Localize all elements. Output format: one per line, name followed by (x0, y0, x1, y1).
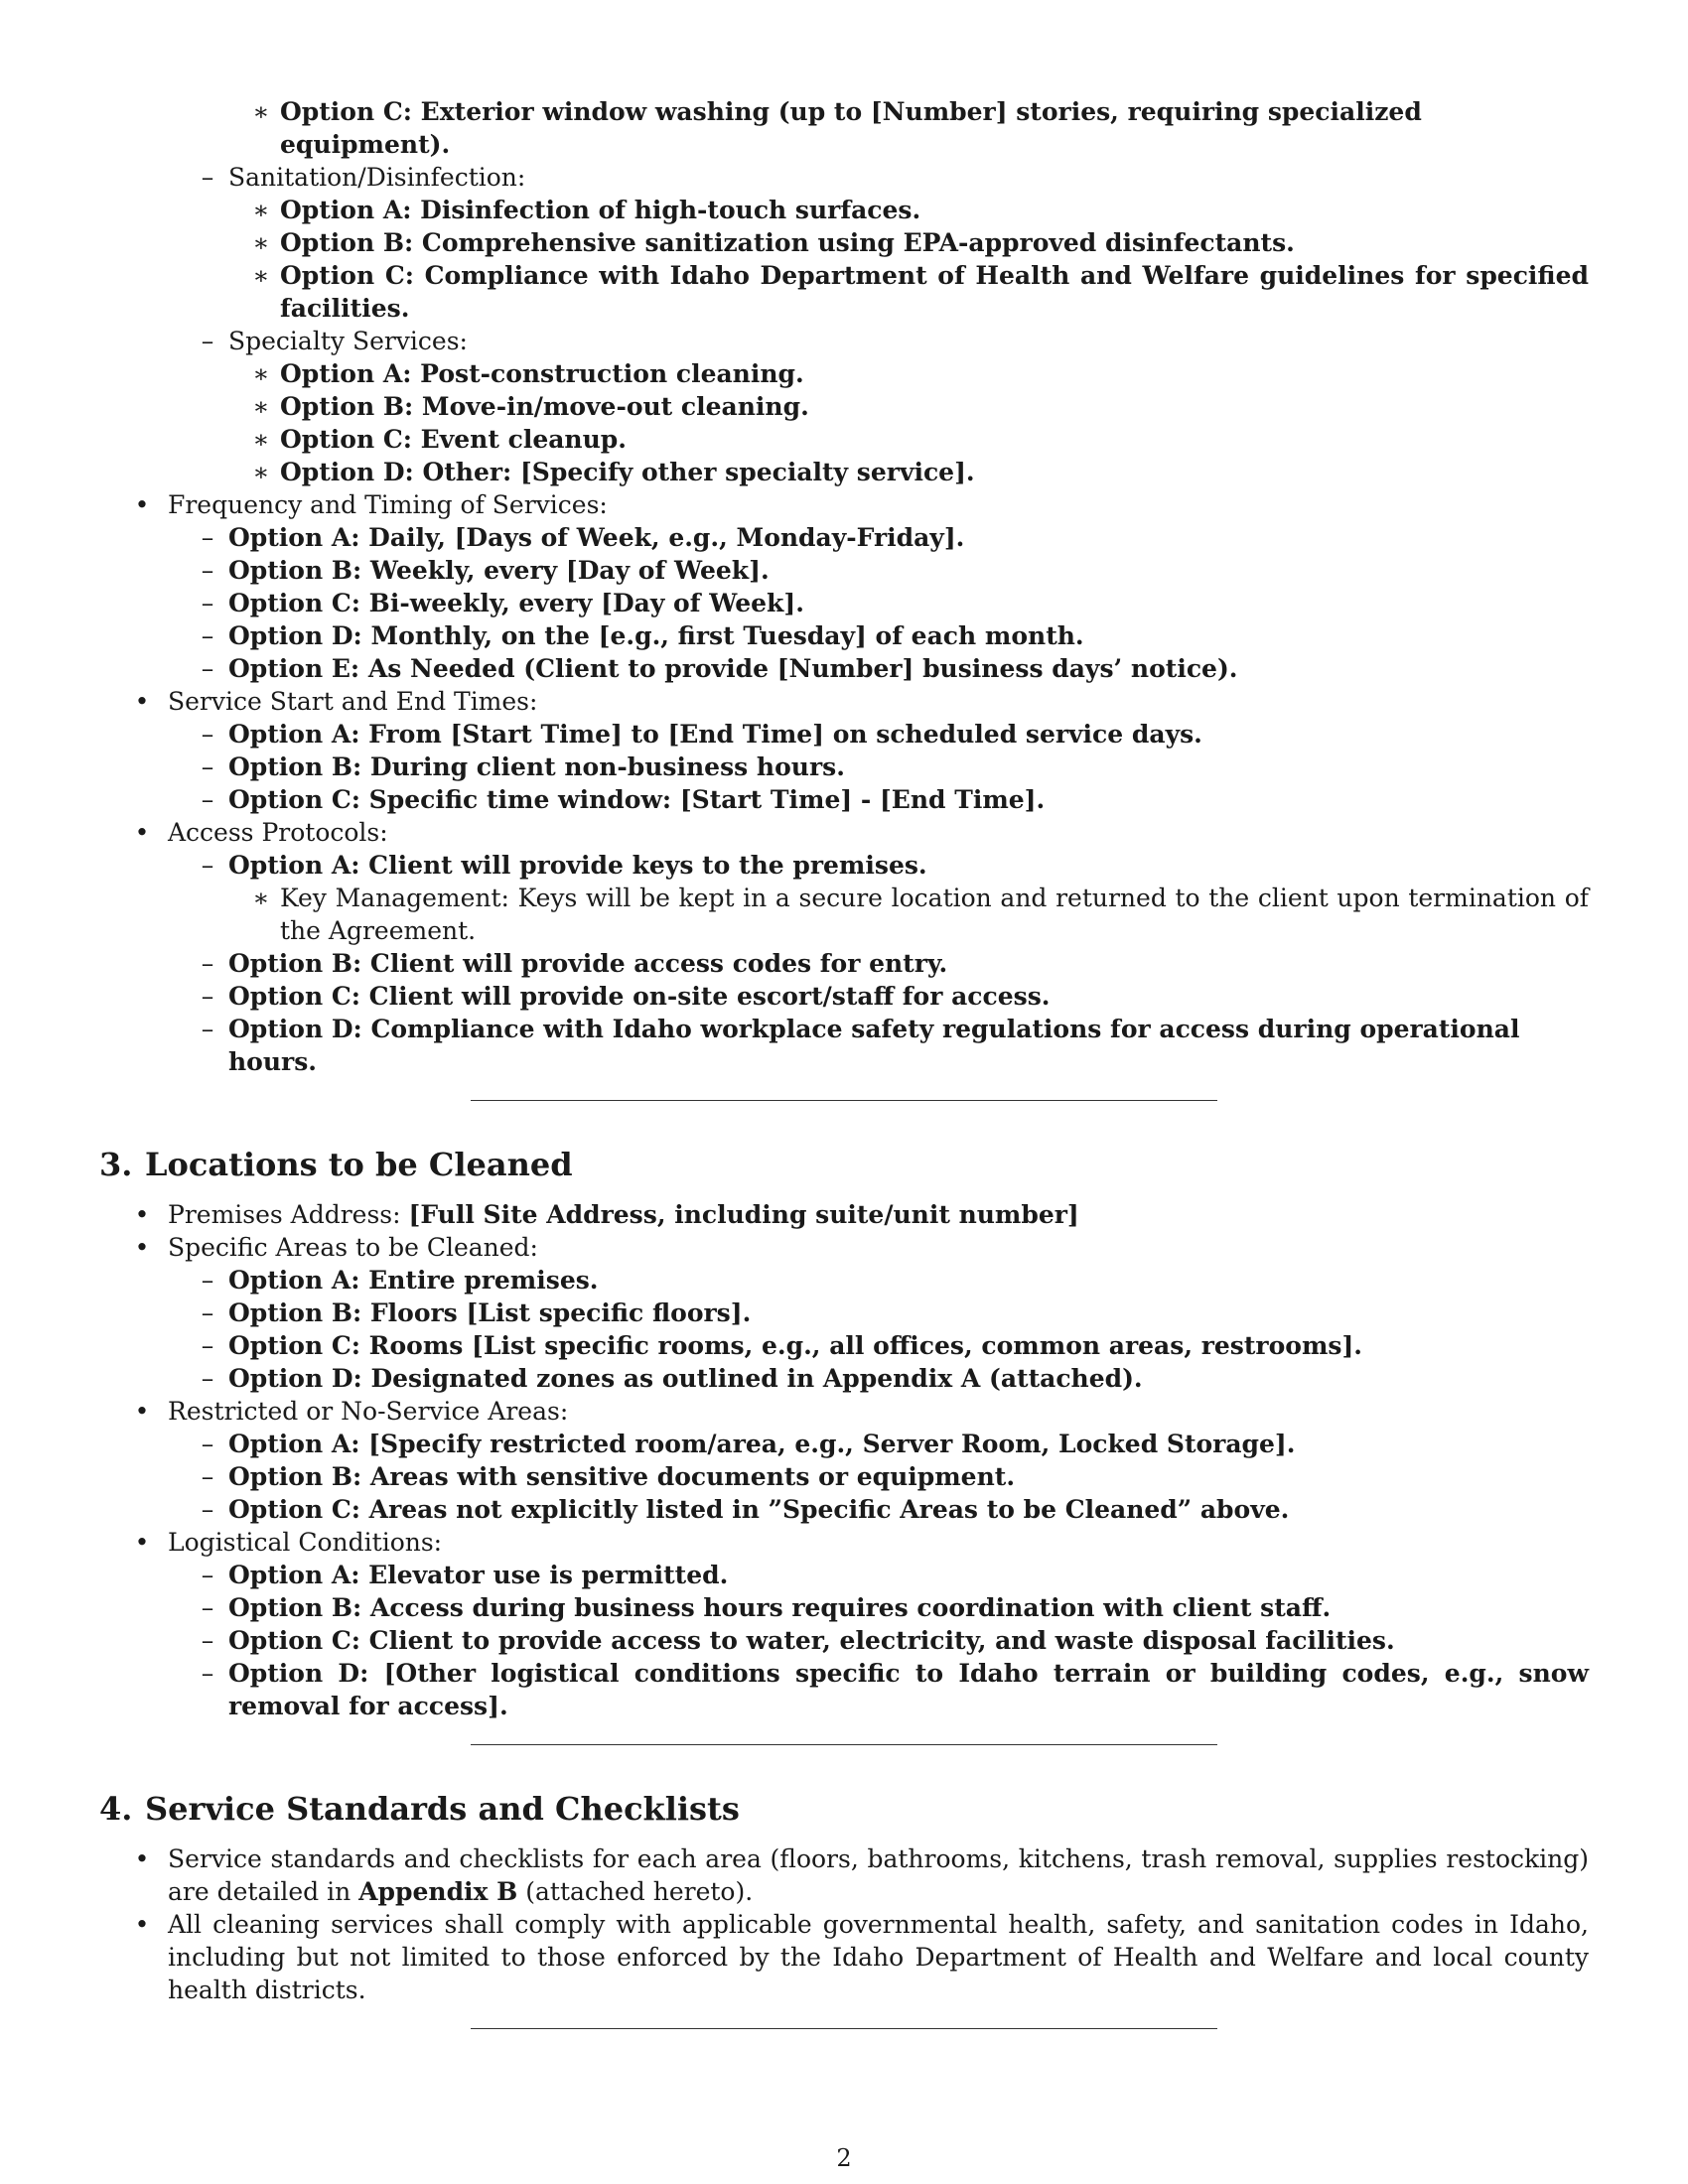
star-marker: ∗ (252, 261, 270, 290)
areas-options-list (99, 1264, 1589, 1395)
list-item: – Option C: Bi-weekly, every [Day of Week]. (99, 587, 1589, 619)
list-item: ∗ Option D: Other: [Specify other specialty service]. (99, 456, 1589, 488)
bullet-marker: • (134, 1233, 150, 1262)
dash-marker: – (201, 1298, 214, 1327)
sanitation-options-list (99, 194, 1589, 325)
logistical-options-list (99, 1559, 1589, 1722)
star-marker: ∗ (252, 425, 270, 454)
dash-marker: – (201, 327, 214, 355)
start-end-options-list (99, 718, 1589, 816)
section-divider (471, 1100, 1217, 1101)
list-item: – Option D: [Other logistical conditions specific to Idaho terrain or building codes, e.g., snow removal for access]. (99, 1657, 1589, 1722)
star-marker: ∗ (252, 359, 270, 388)
page-content (99, 95, 1589, 2029)
list-item: • Restricted or No-Service Areas: (99, 1395, 1589, 1428)
list-item: ∗ Option A: Disinfection of high-touch surfaces. (99, 194, 1589, 226)
dash-marker: – (201, 1015, 214, 1043)
bullet-marker: • (134, 1528, 150, 1557)
dash-marker: – (201, 523, 214, 552)
bullet-marker: • (134, 1844, 150, 1873)
dash-marker: – (201, 621, 214, 650)
list-item: ∗ Option B: Move-in/move-out cleaning. (99, 390, 1589, 423)
list-item: – Option C: Client to provide access to water, electricity, and waste disposal facilities. (99, 1624, 1589, 1657)
list-item: – Option A: From [Start Time] to [End Time] on scheduled service days. (99, 718, 1589, 751)
list-item (99, 816, 1589, 849)
bullet-marker: • (134, 687, 150, 716)
bullet-marker: • (134, 490, 150, 519)
list-item: – Option C: Specific time window: [Start Time] - [End Time]. (99, 783, 1589, 816)
dash-marker: – (201, 163, 214, 192)
restricted-options-list (99, 1428, 1589, 1526)
sanitation-label: Sanitation/Disinfection: (228, 163, 526, 192)
section-heading: 3. Locations to be Cleaned (99, 1146, 573, 1183)
list-item: ∗ Option C: Event cleanup. (99, 423, 1589, 456)
dash-marker: – (201, 752, 214, 781)
star-marker: ∗ (252, 392, 270, 421)
section-heading: 4. Service Standards and Checklists (99, 1790, 740, 1828)
list-item: • Service standards and checklists for each area (floors, bathrooms, kitchens, trash removal, supplies restocking) are detailed in Appendix B (attached hereto). (99, 1843, 1589, 1908)
list-item: ∗ Option C: Compliance with Idaho Department of Health and Welfare guidelines for specified facilities. (99, 259, 1589, 325)
list-item: ∗ Option B: Comprehensive sanitization using EPA-approved disinfectants. (99, 226, 1589, 259)
access-option-a-list (99, 849, 1589, 882)
dash-marker: – (201, 785, 214, 814)
dash-marker: – (201, 720, 214, 749)
dash-marker: – (201, 1462, 214, 1491)
premises-list (99, 1198, 1589, 1264)
list-item (99, 161, 1589, 194)
list-item: – Option B: During client non-business hours. (99, 751, 1589, 783)
specialty-group (99, 325, 1589, 357)
list-item: – Option B: Weekly, every [Day of Week]. (99, 554, 1589, 587)
dash-marker: – (201, 1266, 214, 1295)
appendix-b-reference: Appendix B (358, 1877, 518, 1906)
dash-marker: – (201, 1331, 214, 1360)
sanitation-group (99, 161, 1589, 194)
dash-marker: – (201, 654, 214, 683)
list-item: – Option B: Floors [List specific floors]. (99, 1297, 1589, 1329)
list-item: ∗ Option A: Post-construction cleaning. (99, 357, 1589, 390)
dash-marker: – (201, 1626, 214, 1655)
dash-marker: – (201, 851, 214, 880)
star-marker: ∗ (252, 97, 270, 126)
list-item: – Option C: Areas not explicitly listed in ”Specific Areas to be Cleaned” above. (99, 1493, 1589, 1526)
list-item: – Option E: As Needed (Client to provide [Number] business days’ notice). (99, 652, 1589, 685)
bullet-marker: • (134, 1397, 150, 1426)
bullet-marker: • (134, 1910, 150, 1939)
list-item: ∗ Option C: Exterior window washing (up to [Number] stories, requiring specialized equipment). (99, 95, 1589, 161)
list-item: – Option D: Monthly, on the [e.g., first Tuesday] of each month. (99, 619, 1589, 652)
start-end-section (99, 685, 1589, 718)
list-item: – Option A: [Specify restricted room/area, e.g., Server Room, Locked Storage]. (99, 1428, 1589, 1460)
list-item: • Premises Address: [Full Site Address, including suite/unit number] (99, 1198, 1589, 1231)
access-options-list (99, 947, 1589, 1078)
dash-marker: – (201, 1561, 214, 1589)
list-item: – Option B: Access during business hours requires coordination with client staff. (99, 1591, 1589, 1624)
list-item: – Option C: Client will provide on-site escort/staff for access. (99, 980, 1589, 1013)
list-item (99, 685, 1589, 718)
dash-marker: – (201, 1430, 214, 1458)
list-item: – Option A: Daily, [Days of Week, e.g., Monday-Friday]. (99, 521, 1589, 554)
dash-marker: – (201, 556, 214, 585)
list-item: – Option A: Client will provide keys to the premises. (99, 849, 1589, 882)
list-item: – Option C: Rooms [List specific rooms, e.g., all offices, common areas, restrooms]. (99, 1329, 1589, 1362)
dash-marker: – (201, 1364, 214, 1393)
list-item: – Option D: Designated zones as outlined in Appendix A (attached). (99, 1362, 1589, 1395)
star-marker: ∗ (252, 196, 270, 224)
key-management-list (99, 882, 1589, 947)
list-item: – Option B: Client will provide access codes for entry. (99, 947, 1589, 980)
section-divider (471, 2028, 1217, 2029)
star-marker: ∗ (252, 458, 270, 486)
frequency-label: Frequency and Timing of Services: (168, 490, 608, 519)
list-item: – Option D: Compliance with Idaho workplace safety regulations for access during operational hours. (99, 1013, 1589, 1078)
start-end-label: Service Start and End Times: (168, 687, 538, 716)
restricted-section (99, 1395, 1589, 1428)
star-marker: ∗ (252, 884, 270, 912)
page-number: 2 (836, 2144, 852, 2172)
logistical-section (99, 1526, 1589, 1559)
access-label: Access Protocols: (168, 818, 388, 847)
list-item (99, 488, 1589, 521)
bullet-marker: • (134, 818, 150, 847)
dash-marker: – (201, 1495, 214, 1524)
frequency-options-list (99, 521, 1589, 685)
frequency-section (99, 488, 1589, 521)
dash-marker: – (201, 1659, 214, 1688)
star-marker: ∗ (252, 228, 270, 257)
bullet-marker: • (134, 1200, 150, 1229)
list-item (99, 325, 1589, 357)
standards-list (99, 1843, 1589, 2006)
list-item: – Option A: Elevator use is permitted. (99, 1559, 1589, 1591)
list-item: • Logistical Conditions: (99, 1526, 1589, 1559)
list-item: – Option B: Areas with sensitive documents or equipment. (99, 1460, 1589, 1493)
list-item: • Specific Areas to be Cleaned: (99, 1231, 1589, 1264)
list-item: ∗ Key Management: Keys will be kept in a secure location and returned to the client upon termination of the Agreement. (99, 882, 1589, 947)
dash-marker: – (201, 1593, 214, 1622)
dash-marker: – (201, 949, 214, 978)
specialty-label: Specialty Services: (228, 327, 468, 355)
specialty-options-list (99, 357, 1589, 488)
section-divider (471, 1744, 1217, 1745)
window-options-list (99, 95, 1589, 161)
list-item: • All cleaning services shall comply with applicable governmental health, safety, and sanitation codes in Idaho, including but not limited to those enforced by the Idaho Department of Health and Welfare and local county health districts. (99, 1908, 1589, 2006)
access-section (99, 816, 1589, 849)
dash-marker: – (201, 589, 214, 617)
list-item: – Option A: Entire premises. (99, 1264, 1589, 1297)
dash-marker: – (201, 982, 214, 1011)
